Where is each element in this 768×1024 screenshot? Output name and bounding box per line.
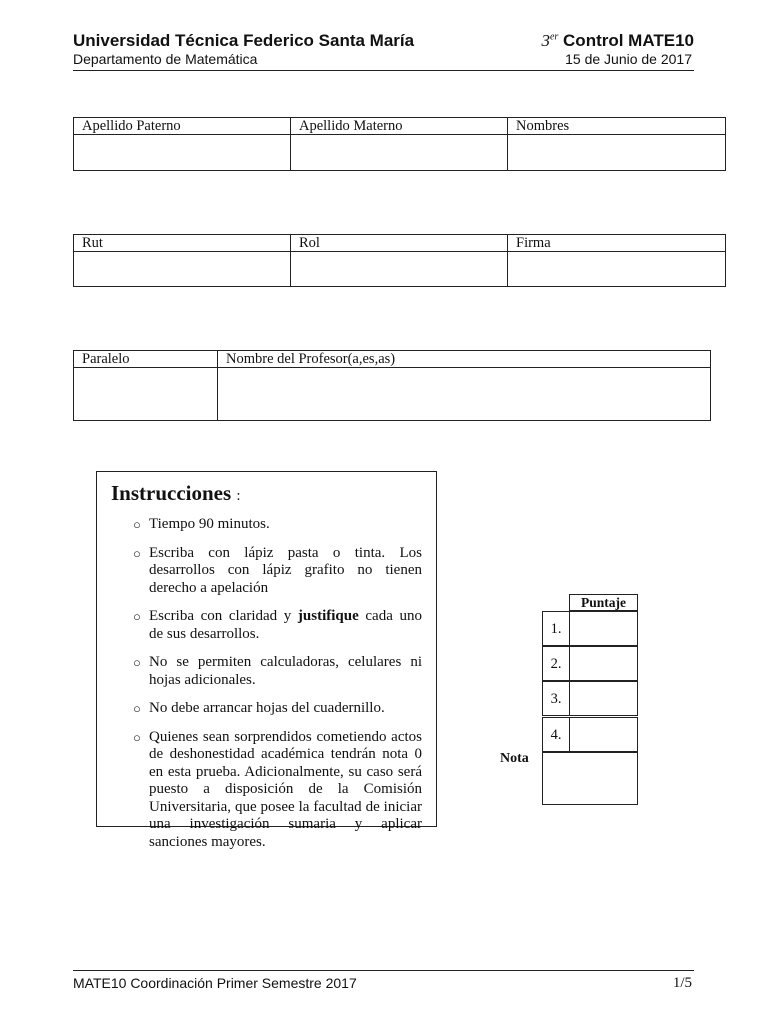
control-title: Control MATE10 (563, 31, 694, 50)
circle-bullet-icon: ○ (133, 729, 141, 745)
label-firma: Firma (508, 235, 726, 252)
university-name: Universidad Técnica Federico Santa María (73, 31, 415, 50)
field-paralelo[interactable] (74, 368, 218, 421)
label-rol: Rol (291, 235, 508, 252)
field-apellido-materno[interactable] (291, 135, 508, 171)
score-cell-4[interactable] (569, 717, 638, 752)
instruction-item: ○ No debe arrancar hojas del cuadernillo. (133, 700, 385, 716)
circle-bullet-icon: ○ (133, 701, 141, 716)
page-number: 1/5 (672, 975, 692, 991)
score-header: Puntaje (569, 594, 638, 611)
circle-bullet-icon: ○ (133, 609, 141, 624)
label-rut: Rut (74, 235, 291, 252)
instructions-list (131, 516, 422, 862)
field-profesor[interactable] (218, 368, 711, 421)
footer-rule (73, 970, 694, 971)
nota-cell[interactable] (542, 752, 638, 805)
instruction-item: ○ Quienes sean sorprendidos cometiendo actos de deshonestidad académica tendrán nota 0 en esta prueba. Adicionalmente, su caso será puesto a disposición de la Comisión Universitaria, que posee la facultad de iniciar una investigación sumaria y aplicar sanciones mayores. (133, 728, 422, 850)
score-cell-3[interactable] (569, 681, 638, 716)
rut-table (73, 234, 726, 287)
control-ordinal: 3er (541, 31, 559, 50)
score-row-label: 1. (542, 611, 570, 646)
label-paralelo: Paralelo (74, 351, 218, 368)
footer-course: MATE10 Coordinación Primer Semestre 2017 (73, 975, 357, 991)
score-row-label: 2. (542, 646, 570, 681)
score-cell-1[interactable] (569, 611, 638, 646)
label-apellido-materno: Apellido Materno (291, 118, 508, 135)
professor-table (73, 350, 711, 421)
instruction-item: ○ No se permiten calculadoras, celulares ni hojas adicionales. (133, 654, 422, 688)
header-rule (73, 70, 694, 71)
field-nombres[interactable] (508, 135, 726, 171)
field-firma[interactable] (508, 252, 726, 287)
field-rol[interactable] (291, 252, 508, 287)
department-name: Departamento de Matemática (73, 51, 258, 67)
field-apellido-paterno[interactable] (74, 135, 291, 171)
instruction-item: ○ Escriba con claridad y justifique cada uno de sus desarrollos. (133, 608, 422, 642)
score-cell-2[interactable] (569, 646, 638, 681)
label-nombres: Nombres (508, 118, 726, 135)
nota-label: Nota (500, 751, 529, 766)
label-apellido-paterno: Apellido Paterno (74, 118, 291, 135)
circle-bullet-icon: ○ (133, 545, 141, 561)
instructions-title: Instrucciones : (111, 481, 241, 505)
name-table (73, 117, 726, 171)
instruction-item: ○ Escriba con lápiz pasta o tinta. Los desarrollos con lápiz grafito no tienen derecho a apelación (133, 544, 422, 596)
score-row-label: 3. (542, 681, 570, 716)
field-rut[interactable] (74, 252, 291, 287)
score-row-label: 4. (542, 717, 570, 752)
exam-title (541, 31, 694, 51)
circle-bullet-icon: ○ (133, 517, 141, 532)
instruction-item: ○ Tiempo 90 minutos. (133, 516, 270, 532)
circle-bullet-icon: ○ (133, 655, 141, 670)
label-profesor: Nombre del Profesor(a,es,as) (218, 351, 711, 368)
exam-date: 15 de Junio de 2017 (565, 51, 692, 67)
